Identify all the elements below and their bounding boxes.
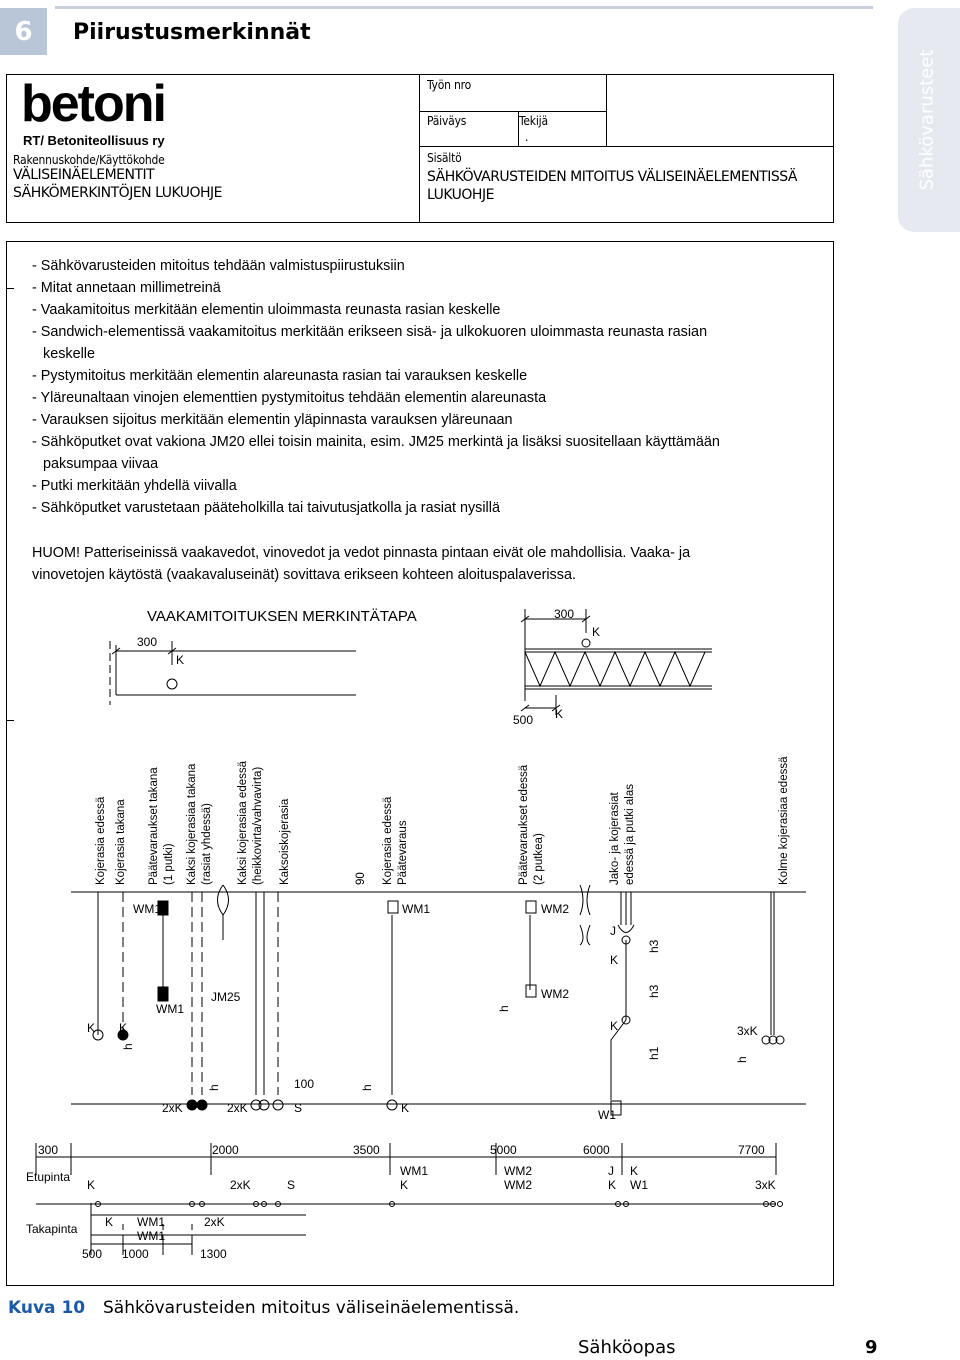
j-label: J [610, 924, 616, 938]
rule-item: - Sähköputket ovat vakiona JM20 ellei toisin mainita, esim. JM25 merkintä ja lisäksi suositellaan käyttämään [32, 434, 720, 450]
bottom-dim: 1000 [122, 1247, 149, 1261]
jm25-label: JM25 [211, 990, 241, 1004]
right-bottom-k: K [555, 707, 564, 721]
wall-elevation [71, 885, 806, 1115]
wm1-label: WM1 [137, 1215, 165, 1229]
content-label: Sisältö [427, 151, 462, 165]
s-label: S [294, 1101, 303, 1115]
column-label: (1 putki) [163, 843, 175, 885]
k-label: K [401, 1101, 410, 1115]
column-label: edessä ja putki alas [624, 783, 636, 885]
right-detail [521, 609, 712, 715]
project-line2: SÄHKÖMERKINTÖJEN LUKUOHJE [13, 185, 223, 201]
rule-item: - Sandwich-elementissä vaakamitoitus merkitään erikseen sisä- ja ulkokuoren uloimmasta reunasta rasian [32, 324, 708, 340]
3xk-label: 3xK [755, 1178, 776, 1192]
wm1-label: WM1 [133, 902, 161, 916]
date-label: Päiväys [427, 114, 467, 128]
rule-item: - Vaakamitoitus merkitään elementin uloimmasta reunasta rasian keskelle [32, 302, 501, 318]
bottom-dim: 1300 [200, 1247, 227, 1261]
bottom-dim: 500 [82, 1247, 103, 1261]
column-label: Kojerasia edessä [95, 796, 107, 885]
right-top-dim: 300 [554, 607, 575, 621]
left-dim: 300 [137, 635, 158, 649]
column-label: Kaksi kojerasiaa edessä [237, 760, 249, 885]
logo-subtitle: RT/ Betoniteollisuus ry [23, 133, 165, 148]
tb-divider [606, 75, 607, 147]
project-label: Rakennuskohde/Käyttökohde [13, 153, 165, 167]
front-surface-label: Etupinta [26, 1170, 71, 1184]
k-label: K [105, 1215, 114, 1229]
2xk-label: 2xK [230, 1178, 251, 1192]
drawing-title: VAAKAMITOITUKSEN MERKINTÄTAPA [147, 608, 417, 625]
k-label: K [630, 1164, 639, 1178]
2xk-label: 2xK [227, 1101, 248, 1115]
column-label: Päätevaraus [397, 820, 409, 885]
job-number-label: Työn nro [427, 78, 472, 92]
page-title: Piirustusmerkinnät [73, 20, 311, 45]
h-label: h [497, 1005, 511, 1012]
column-label: Kolme kojerasiaa edessä [778, 756, 790, 885]
h-label: h [735, 1056, 749, 1063]
wm2-label: WM2 [541, 987, 569, 1001]
title-block [6, 74, 834, 223]
wm1-label: WM1 [137, 1229, 165, 1243]
elevation-dim: 2000 [212, 1143, 239, 1157]
rule-item: - Sähkövarusteiden mitoitus tehdään valmistuspiirustuksiin [32, 258, 405, 274]
column-label: Jako- ja kojerasiat [609, 792, 621, 885]
wm2-label: WM2 [504, 1178, 532, 1192]
elevation-dim: 3500 [353, 1143, 380, 1157]
rule-item: - Varauksen sijoitus merkitään elementin yläpinnasta varauksen yläreunaan [32, 412, 513, 428]
right-bottom-dim: 500 [513, 713, 534, 727]
column-label: (heikkovirta/vahvavirta) [252, 766, 264, 885]
k-label: K [119, 1021, 128, 1035]
content-line2: LUKUOHJE [427, 187, 494, 203]
k-label: K [610, 1019, 619, 1033]
h3-label: h3 [647, 939, 661, 953]
k-label: K [87, 1178, 96, 1192]
page-number: 9 [865, 1337, 878, 1358]
betoni-logo [17, 75, 217, 135]
j-label: J [608, 1164, 614, 1178]
column-label: Kojerasia edessä [382, 796, 394, 885]
column-label: (rasiat yhdessä) [201, 803, 213, 885]
k-label: K [87, 1021, 96, 1035]
rule-item: keskelle [43, 346, 95, 362]
chapter-number: 6 [0, 8, 47, 55]
side-tab-label: Sähkövarusteet [916, 49, 938, 191]
wm1-label: WM1 [402, 902, 430, 916]
column-label: Kaksoiskojerasia [279, 798, 291, 885]
author-label: Tekijä [519, 114, 548, 128]
footer-title: Sähköopas [578, 1337, 676, 1358]
column-label: Päätevaraukset edessä [518, 764, 530, 885]
column-label: 90 [355, 872, 367, 885]
technical-drawing [6, 595, 836, 1285]
h1-label: h1 [647, 1046, 661, 1060]
header-rule [55, 6, 873, 9]
elevation-dim: 6000 [583, 1143, 610, 1157]
left-k: K [176, 653, 185, 667]
column-label: Kojerasia takana [115, 799, 127, 885]
author-value: . [525, 130, 529, 144]
rule-item: - Mitat annetaan millimetreinä [32, 280, 221, 296]
k-label: K [608, 1178, 617, 1192]
figure-label: Kuva 10 [8, 1298, 86, 1318]
rule-item: - Pystymitoitus merkitään elementin alareunasta rasian tai varauksen keskelle [32, 368, 528, 384]
tb-divider [419, 111, 607, 112]
frame-tick [6, 288, 14, 289]
note-line2: vinovetojen käytöstä (vaakavaluseinät) sovittava erikseen kohteen aloituspalaverissa. [32, 567, 576, 583]
content-line1: SÄHKÖVARUSTEIDEN MITOITUS VÄLISEINÄELEMENTISSÄ [427, 169, 797, 185]
k-label: K [400, 1178, 409, 1192]
project-line1: VÄLISEINÄELEMENTIT [13, 167, 155, 183]
3xk-label: 3xK [737, 1024, 758, 1038]
rule-item: - Sähköputket varustetaan pääteholkilla tai taivutusjatkolla ja rasiat nysillä [32, 500, 500, 516]
right-top-k: K [592, 625, 601, 639]
h-label: h [121, 1043, 135, 1050]
left-detail [110, 641, 356, 705]
column-label: Päätevaraukset takana [148, 767, 160, 885]
w1-label: W1 [630, 1178, 648, 1192]
h-label: h [207, 1084, 221, 1091]
s-label: S [287, 1178, 296, 1192]
wm1-label: WM1 [400, 1164, 428, 1178]
note-line1: HUOM! Patteriseinissä vaakavedot, vinovedot ja vedot pinnasta pintaan eivät ole mahdollisia. Vaaka- ja [32, 545, 691, 561]
dim-100: 100 [294, 1077, 315, 1091]
k-label: K [610, 953, 619, 967]
column-label: Kaksi kojerasiaa takana [186, 763, 198, 885]
rule-item: - Putki merkitään yhdellä viivalla [32, 478, 237, 494]
2xk-label: 2xK [204, 1215, 225, 1229]
w1-label: W1 [598, 1108, 616, 1122]
elevation-dim: 300 [38, 1143, 59, 1157]
back-surface-label: Takapinta [26, 1222, 78, 1236]
rule-item: - Yläreunaltaan vinojen elementtien pystymitoitus tehdään elementin alareunasta [32, 390, 547, 406]
h3-label: h3 [647, 984, 661, 998]
elevation-dim: 7700 [738, 1143, 765, 1157]
logo-text: betoni [21, 75, 165, 133]
wm1-label: WM1 [156, 1002, 184, 1016]
wm2-label: WM2 [541, 902, 569, 916]
wm2-label: WM2 [504, 1164, 532, 1178]
2xk-label: 2xK [162, 1101, 183, 1115]
column-label: (2 putkea) [533, 833, 545, 885]
rule-item: paksumpaa viivaa [43, 456, 159, 472]
tb-divider [419, 75, 420, 222]
tb-divider [419, 146, 833, 147]
elevation-dim: 5000 [490, 1143, 517, 1157]
figure-caption: Sähkövarusteiden mitoitus väliseinäelementissä. [103, 1298, 520, 1318]
h-label: h [360, 1084, 374, 1091]
